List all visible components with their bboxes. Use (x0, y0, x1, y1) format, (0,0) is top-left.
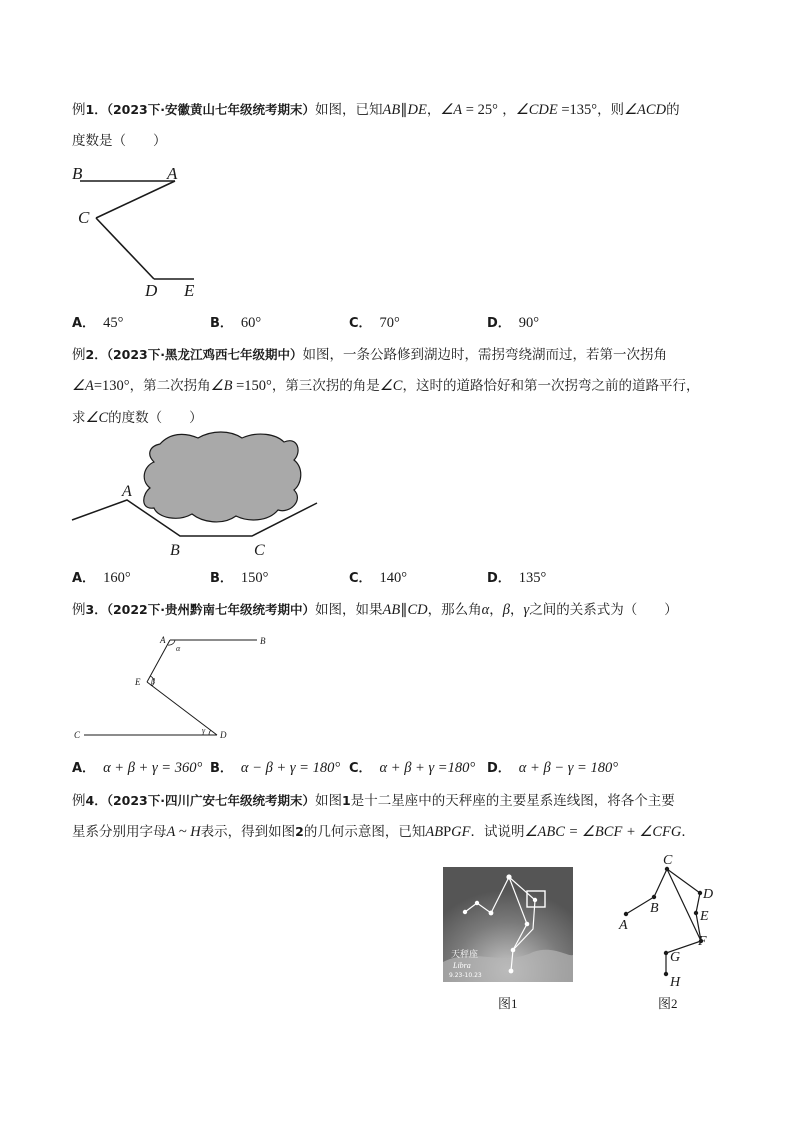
q4-fig-num1: 1 (342, 793, 351, 808)
q1-option-d-key: D． (487, 316, 511, 331)
q2-label-b: B (170, 542, 180, 559)
q1-option-a-key: A． (72, 316, 96, 331)
q2-option-c[interactable] (349, 569, 407, 588)
q4-stem-g: ． (681, 824, 695, 840)
q4-path-main (626, 869, 701, 974)
q4-label-b: B (650, 901, 659, 916)
q1-label: 例 (72, 102, 86, 118)
q3-option-b-key: B． (210, 761, 233, 776)
q1-option-d[interactable] (487, 314, 539, 333)
q2-angle-c: ∠C (379, 378, 403, 394)
q1-label-a: A (167, 164, 178, 183)
lake-shape (144, 432, 301, 522)
q3-cd: CD (407, 602, 428, 618)
q1-option-a[interactable] (72, 314, 123, 333)
q4-point-h (664, 972, 668, 976)
q1-stem-b: 的 (666, 102, 680, 118)
q1-option-a-value: 45° (103, 315, 124, 331)
libra-photo-art (443, 867, 573, 982)
q3-source: （2022下·贵州黔南七年级统考期中） (106, 602, 315, 617)
q3-gamma: γ (523, 602, 530, 618)
q4-gf: GF (451, 824, 471, 840)
q1-angle-a-value: = 25° (462, 102, 498, 118)
q3-comma2: ， (509, 602, 524, 618)
q2-option-c-key: C． (349, 571, 372, 586)
q2-option-d-key: D． (487, 571, 511, 586)
q2-label-c: C (254, 542, 265, 559)
q2-option-c-value: 140° (379, 570, 408, 586)
q2-stem-b: ，第二次拐角 (129, 378, 211, 394)
figure2-caption: 图2 (658, 996, 678, 1011)
q1-sep3: ，则 (597, 102, 625, 118)
q3-label-alpha: α (176, 644, 181, 653)
q1-angle-cde: ∠CDE (515, 102, 558, 118)
q3-ab: AB (382, 602, 401, 618)
q3-option-c-key: C． (349, 761, 372, 776)
q4-stem-c: 星系分别用字母 (72, 824, 167, 840)
q4-range: A ~ H (166, 824, 201, 840)
q3-parallel: ∥ (400, 602, 408, 618)
q1-sep1: ， (426, 102, 441, 118)
q3-label-a: A (160, 635, 166, 645)
q2-stem-e: 求 (72, 410, 86, 426)
q1-text-line2: 度数是（ ） (72, 133, 167, 149)
q1-source: （2023下·安徽黄山七年级统考期末） (106, 102, 315, 117)
q1-figure (72, 160, 212, 302)
q3-alpha: α (481, 602, 490, 618)
q1-angle-cde-value: =135° (557, 102, 598, 118)
libra-photo-title: 天秤座 (451, 950, 479, 960)
q4-label-c: C (663, 853, 673, 868)
q2-angle-a-value: =130° (93, 378, 130, 394)
q1-option-b-key: B． (210, 316, 233, 331)
q1-index: 1． (85, 102, 107, 117)
q2-text-line3 (72, 409, 203, 427)
q1-option-d-value: 90° (518, 315, 540, 331)
q4-point-b (652, 895, 656, 899)
q2-index: 2． (85, 347, 107, 362)
q1-label-c: C (78, 208, 90, 227)
q3-comma1: ， (489, 602, 503, 618)
q1-text-line1 (72, 101, 680, 119)
q1-label-d: D (145, 281, 158, 300)
q2-source: （2023下·黑龙江鸡西七年级期中） (106, 347, 303, 362)
q2-option-b-value: 150° (240, 570, 269, 586)
q2-option-d-value: 135° (518, 570, 547, 586)
q4-fig-num2: 2 (295, 824, 304, 839)
q4-point-e (694, 911, 698, 915)
libra-photo-date: 9.23-10.23 (449, 972, 482, 979)
q1-option-b-value: 60° (240, 315, 262, 331)
q3-option-c[interactable] (349, 759, 475, 778)
q4-equation: ∠ABC = ∠BCF + ∠CFG (524, 824, 682, 840)
q1-option-b[interactable] (210, 314, 261, 333)
q1-label-e: E (184, 281, 195, 300)
q2-stem-c: ，第三次拐的角是 (271, 378, 380, 394)
q4-point-d (698, 891, 702, 895)
q2-stem-d: ，这时的道路恰好和第一次拐弯之前的道路平行， (402, 378, 700, 394)
q3-option-b-value: α − β + γ = 180° (240, 760, 341, 776)
q4-stem-d: 表示，得到如图 (200, 824, 296, 840)
q4-label-a: A (619, 918, 628, 933)
q4-index: 4． (85, 793, 107, 808)
libra-photo-sub: Libra (453, 961, 471, 970)
q1-de: DE (407, 102, 427, 118)
q4-source: （2023下·四川广安七年级统考期末） (106, 793, 315, 808)
libra-photo (443, 867, 573, 982)
q2-label-a: A (122, 483, 132, 500)
q3-option-a-key: A． (72, 761, 96, 776)
q2-option-d[interactable] (487, 569, 546, 588)
q4-text-line1 (72, 792, 675, 810)
q3-label-c: C (74, 730, 81, 740)
q2-angle-a: ∠A (72, 378, 94, 394)
q4-stem-b: 是十二星座中的天秤座的主要星系连线图，将各个主要 (350, 793, 675, 809)
q3-label-gamma: γ (202, 726, 206, 735)
q4-stem-f: ．试说明 (470, 824, 525, 840)
figure1-caption: 图1 (498, 996, 518, 1011)
q3-text-line1 (72, 601, 678, 619)
q2-label: 例 (72, 347, 86, 363)
q2-option-b-key: B． (210, 571, 233, 586)
q2-angle-b: ∠B (210, 378, 233, 394)
q2-stem-f: 的度数（ ） (108, 410, 203, 426)
q1-line-cd (96, 218, 154, 279)
q4-text-line2 (72, 823, 695, 841)
q2-figure (72, 430, 322, 560)
q4-ab: AB (425, 824, 444, 840)
q3-arc-gamma (209, 730, 211, 735)
q3-option-d-key: D． (487, 761, 511, 776)
q2-option-a[interactable] (72, 569, 131, 588)
q4-label-f: F (698, 934, 707, 949)
q4-stem-a: 如图 (315, 793, 342, 809)
q4-point-g (664, 951, 668, 955)
q2-text-line1 (72, 346, 667, 364)
q3-label: 例 (72, 602, 86, 618)
q3-figure (72, 630, 272, 745)
q3-line-ae (147, 640, 170, 682)
q4-label-d: D (703, 887, 714, 902)
q1-option-c-key: C． (349, 316, 372, 331)
q3-option-a-value: α + β + γ = 360° (103, 760, 203, 776)
q1-option-c[interactable] (349, 314, 400, 333)
q1-angle-acd: ∠ACD (624, 102, 667, 118)
q1-ab: AB (382, 102, 401, 118)
q3-label-d: D (220, 730, 227, 740)
q3-stem-c: 之间的关系式为（ ） (529, 602, 678, 618)
q2-angle-c2: ∠C (85, 410, 109, 426)
q3-option-d-value: α + β − γ = 180° (518, 760, 618, 776)
q2-angle-b-value: =150° (232, 378, 272, 394)
q4-stem-e: 的几何示意图，已知 (303, 824, 426, 840)
q3-label-b: B (260, 636, 266, 646)
q2-option-b[interactable] (210, 569, 268, 588)
q2-stem-a: 如图，一条公路修到湖边时，需拐弯绕湖而过，若第一次拐角 (302, 347, 667, 363)
q3-index: 3． (85, 602, 107, 617)
q3-stem-b: ，那么角 (427, 602, 482, 618)
q3-beta: β (502, 602, 510, 618)
q4-label: 例 (72, 793, 86, 809)
q4-figure2 (612, 850, 722, 990)
q2-option-a-value: 160° (103, 570, 131, 586)
q4-label-e: E (700, 909, 709, 924)
q1-label-b: B (72, 164, 83, 183)
q3-label-e: E (135, 677, 141, 687)
q3-option-a[interactable] (72, 759, 202, 778)
q4-label-h: H (670, 975, 681, 990)
q3-stem-a: 如图，如果 (315, 602, 383, 618)
q3-option-c-value: α + β + γ =180° (379, 760, 476, 776)
q1-sep2: ， (497, 102, 516, 118)
q1-parallel: ∥ (400, 102, 408, 118)
q1-angle-a: ∠A (440, 102, 463, 118)
q3-label-beta: β (151, 677, 155, 686)
q3-option-d[interactable] (487, 759, 618, 778)
q3-line-ed (147, 682, 217, 735)
q1-line-ac (96, 181, 175, 218)
q3-option-b[interactable] (210, 759, 340, 778)
q1-option-c-value: 70° (379, 315, 400, 331)
q4-parallel-mark: P (443, 824, 452, 840)
q2-option-a-key: A． (72, 571, 96, 586)
q4-label-g: G (670, 950, 681, 965)
q1-stem-a: 如图，已知 (315, 102, 383, 118)
q2-text-line2 (72, 377, 699, 395)
q4-point-a (624, 912, 628, 916)
